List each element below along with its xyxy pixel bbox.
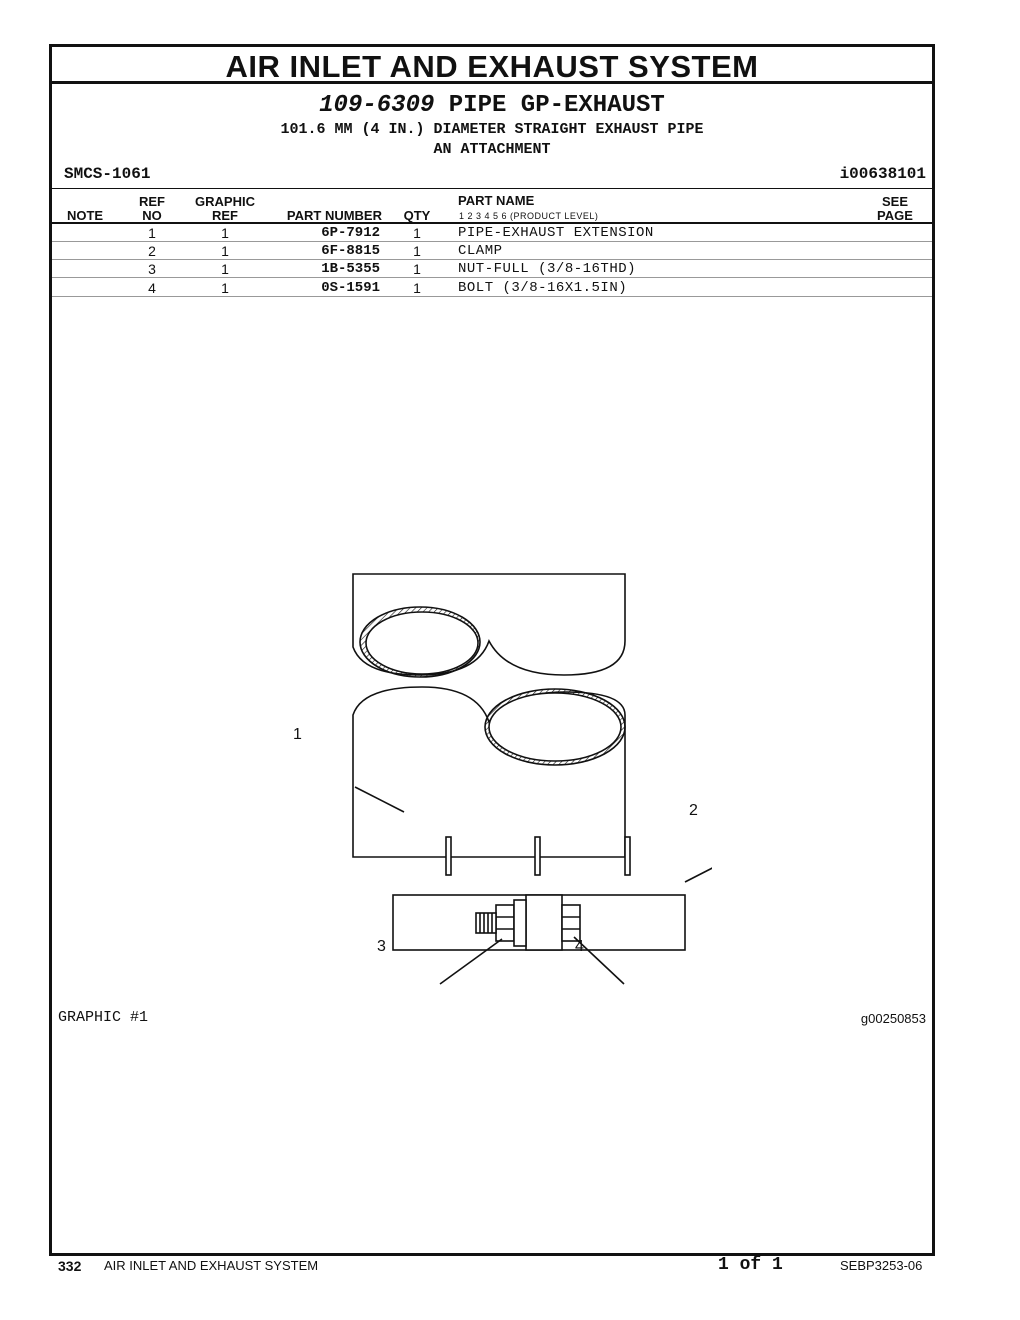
part-number: 0S-1591 bbox=[321, 280, 380, 296]
part-number: 6P-7912 bbox=[321, 225, 380, 241]
qty: 1 bbox=[413, 280, 421, 296]
illustration-id: i00638101 bbox=[839, 165, 926, 183]
col-see-page-top: SEE bbox=[881, 194, 908, 209]
qty: 1 bbox=[413, 261, 421, 277]
ref-no: 3 bbox=[148, 261, 156, 277]
part-number: 6F-8815 bbox=[321, 243, 380, 259]
description-line-1: 101.6 MM (4 IN.) DIAMETER STRAIGHT EXHAUST PIPE bbox=[280, 121, 704, 138]
system-title: AIR INLET AND EXHAUST SYSTEM bbox=[52, 47, 932, 84]
group-title bbox=[52, 91, 932, 121]
col-part-name: PART NAME bbox=[458, 193, 535, 208]
doc-id: SEBP3253-06 bbox=[840, 1258, 923, 1273]
col-ref-no-top: REF bbox=[139, 194, 165, 209]
group-name: PIPE GP-EXHAUST bbox=[448, 92, 665, 119]
graphic-label: GRAPHIC #1 bbox=[58, 1009, 149, 1026]
part-number: 1B-5355 bbox=[321, 261, 380, 277]
col-qty: QTY bbox=[403, 208, 431, 223]
graphic-ref: 1 bbox=[221, 243, 229, 259]
table-top-rule bbox=[52, 188, 932, 189]
col-graphic-ref-bottom: REF bbox=[212, 208, 238, 223]
row-divider bbox=[52, 259, 932, 260]
description-line-2: AN ATTACHMENT bbox=[433, 141, 551, 158]
callout-3: 3 bbox=[377, 938, 386, 955]
col-see-page-bottom: PAGE bbox=[877, 208, 913, 223]
graphic-ref: 1 bbox=[221, 261, 229, 277]
qty: 1 bbox=[413, 225, 421, 241]
smcs-code: SMCS-1061 bbox=[64, 165, 151, 183]
callout-2: 2 bbox=[689, 802, 698, 819]
ref-no: 1 bbox=[148, 225, 156, 241]
col-note: NOTE bbox=[66, 208, 104, 223]
part-name: PIPE-EXHAUST EXTENSION bbox=[458, 225, 654, 241]
col-product-level: 1 2 3 4 5 6 (PRODUCT LEVEL) bbox=[459, 211, 599, 221]
graphic-id: g00250853 bbox=[860, 1011, 926, 1026]
qty: 1 bbox=[413, 243, 421, 259]
page-frame bbox=[49, 44, 935, 1256]
graphic-ref: 1 bbox=[221, 225, 229, 241]
group-number: 109-6309 bbox=[319, 92, 435, 119]
ref-no: 2 bbox=[148, 243, 156, 259]
row-divider bbox=[52, 277, 932, 278]
part-name: CLAMP bbox=[458, 243, 503, 259]
row-divider bbox=[52, 241, 932, 242]
parts-illustration bbox=[292, 567, 712, 1007]
row-divider bbox=[52, 296, 932, 297]
part-name: BOLT (3/8-16X1.5IN) bbox=[458, 280, 628, 296]
callout-1: 1 bbox=[293, 726, 302, 743]
col-part-number: PART NUMBER bbox=[286, 208, 382, 223]
graphic-ref: 1 bbox=[221, 280, 229, 296]
page-number: 332 bbox=[58, 1258, 82, 1274]
part-name: NUT-FULL (3/8-16THD) bbox=[458, 261, 637, 277]
table-header-rule bbox=[52, 222, 932, 224]
footer-section: AIR INLET AND EXHAUST SYSTEM bbox=[104, 1258, 319, 1273]
col-ref-no-bottom: NO bbox=[142, 208, 162, 223]
ref-no: 4 bbox=[148, 280, 156, 296]
page-of: 1 of 1 bbox=[718, 1255, 783, 1275]
col-graphic-ref-top: GRAPHIC bbox=[195, 194, 255, 209]
callout-4: 4 bbox=[575, 938, 584, 955]
